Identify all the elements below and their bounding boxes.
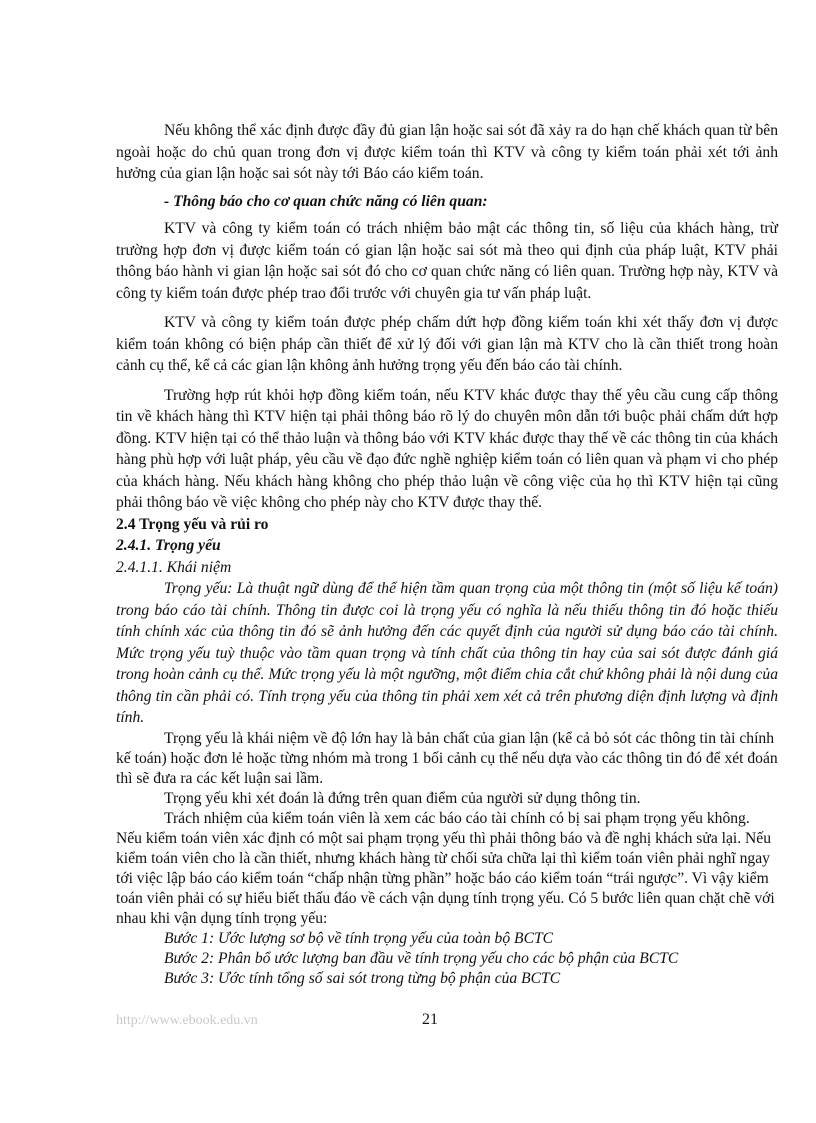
paragraph-confidentiality: KTV và công ty kiểm toán có trách nhiệm bảo mật các thông tin, số liệu của khách hàng, trừ trường hợp đơn vị được kiểm toán có gian lận hoặc sai sót mà theo qui định của pháp luật, KTV phải thông báo hành vi gian lận hoặc sai sót đó cho cơ quan chức năng có liên quan. Trường hợp này, KTV và công ty kiểm toán được phép trao đổi trước với chuyên gia tư vấn pháp luật. [116, 220, 778, 302]
footer-watermark-url: http://www.ebook.edu.vn [116, 1013, 258, 1028]
paragraph-definition: Trọng yếu: Là thuật ngữ dùng để thể hiện tầm quan trọng của một thông tin (một số liệu kế toán) trong báo cáo tài chính. Thông tin được coi là trọng yếu có nghĩa là nếu thiếu thông tin đó hoặc thiếu tính chính xác của thông tin đó sẽ ảnh hưởng đến các quyết định của người sử dụng báo cáo tài chính. Mức trọng yếu tuỳ thuộc vào tầm quan trọng và tính chất của thông tin hay của sai sót được đánh giá trong hoàn cảnh cụ thể. Mức trọng yếu là một ngưỡng, một điểm chia cắt chứ không phải là nội dung của thông tin cần phải có. Tính trọng yếu của thông tin phải xem xét cả trên phương diện định lượng và định tính. [116, 580, 778, 726]
page-footer [116, 1011, 778, 1033]
paragraph-materiality-concept: Trọng yếu là khái niệm về độ lớn hay là bản chất của gian lận (kể cả bỏ sót các thông tin tài chính kế toán) hoặc đơn lẻ hoặc từng nhóm mà trong 1 bối cảnh cụ thể nếu dựa vào các thông tin đó để xét đoán thì sẽ đưa ra các kết luận sai lầm. [116, 729, 778, 787]
document-page [116, 120, 778, 989]
step-item: Bước 1: Ước lượng sơ bộ về tính trọng yếu của toàn bộ BCTC [164, 929, 554, 947]
paragraph-auditor-responsibility: Trách nhiệm của kiểm toán viên là xem các báo cáo tài chính có bị sai phạm trọng yếu không. Nếu kiểm toán viên xác định có một sai phạm trọng yếu thì phải thông báo và đề nghị khách sửa lại. Nếu kiểm toán viên cho là cần thiết, nhưng khách hàng từ chối sửa chữa lại thì kiểm toán viên phải nghĩ ngay tới việc lập báo cáo kiểm toán “chấp nhận từng phần” hoặc báo cáo kiểm toán “trái ngược”. Vì vậy kiểm toán viên phải có sự hiểu biết thấu đáo về cách vận dụng tính trọng yếu. Có 5 bước liên quan chặt chẽ với nhau khi vận dụng tính trọng yếu: [116, 809, 775, 927]
paragraph-user-perspective: Trọng yếu khi xét đoán là đứng trên quan điểm của người sử dụng thông tin. [164, 789, 641, 807]
paragraph-withdrawal: Trường hợp rút khỏi hợp đồng kiểm toán, nếu KTV khác được thay thế yêu cầu cung cấp thông tin về khách hàng thì KTV hiện tại phải thông báo rõ lý do chuyên môn dẫn tới buộc phải chấm dứt hợp đồng. KTV hiện tại có thể thảo luận và thông báo với KTV khác được thay thế về các thông tin của khách hàng phù hợp với luật pháp, yêu cầu về đạo đức nghề nghiệp kiểm toán có liên quan và phạm vi cho phép của khách hàng. Nếu khách hàng không cho phép thảo luận về công việc của họ thì KTV hiện tại cũng phải thông báo về việc không cho phép này cho KTV được thay thế. [116, 386, 778, 511]
step-item: Bước 2: Phân bổ ước lượng ban đầu về tính trọng yếu cho các bộ phận của BCTC [164, 949, 679, 967]
paragraph-terminate-contract: KTV và công ty kiểm toán được phép chấm dứt hợp đồng kiểm toán khi xét thấy đơn vị được kiểm toán không có biện pháp cần thiết để xử lý đối với gian lận mà KTV cho là cần thiết trong hoàn cảnh cụ thể, kể cả các gian lận không ảnh hưởng trọng yếu đến báo cáo tài chính. [116, 314, 778, 374]
heading-2-4-1-1: 2.4.1.1. Khái niệm [116, 558, 232, 576]
paragraph-fraud-limitation: Nếu không thể xác định được đầy đủ gian lận hoặc sai sót đã xảy ra do hạn chế khách quan từ bên ngoài hoặc do chủ quan trong đơn vị được kiểm toán thì KTV và công ty kiểm toán phải xét tới ảnh hưởng của gian lận hoặc sai sót này tới Báo cáo kiểm toán. [116, 122, 778, 182]
heading-2-4: 2.4 Trọng yếu và rủi ro [116, 515, 269, 533]
subheading-notify-authorities: - Thông báo cho cơ quan chức năng có liên quan: [164, 192, 488, 210]
heading-2-4-1: 2.4.1. Trọng yếu [116, 537, 221, 554]
step-item: Bước 3: Ước tính tổng số sai sót trong từng bộ phận của BCTC [164, 969, 561, 987]
page-number: 21 [422, 1011, 438, 1028]
